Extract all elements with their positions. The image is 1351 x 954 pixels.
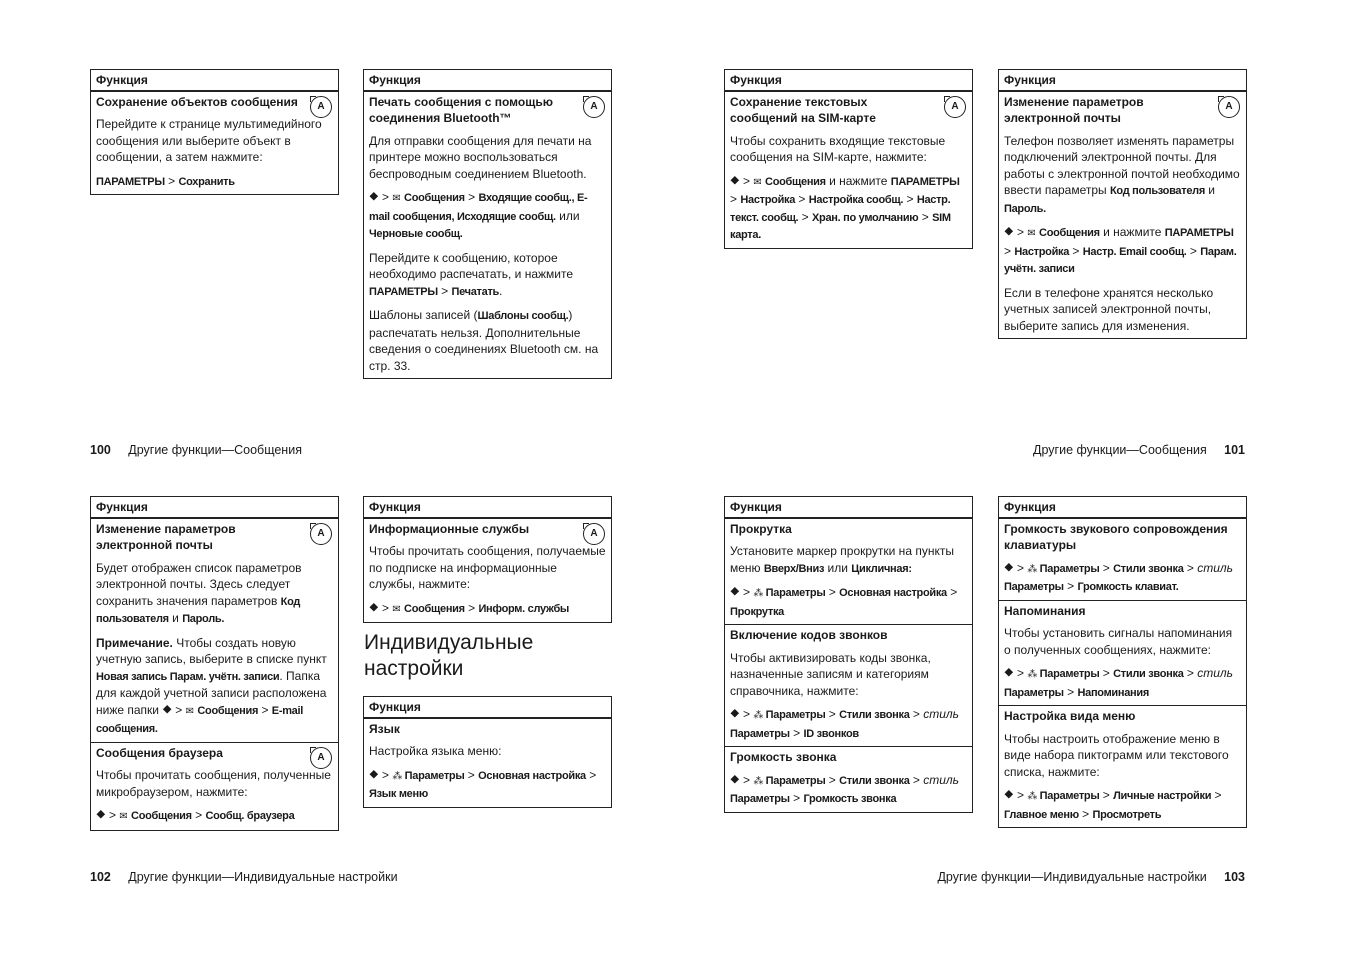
network-dependent-icon: A (310, 96, 332, 118)
envelope-icon: ✉ (392, 193, 401, 204)
table-row (725, 746, 972, 812)
table-row (91, 742, 338, 830)
row-title: Информационные службы (369, 521, 530, 536)
footer-text: Другие функции—Сообщения (1033, 443, 1207, 457)
command-path: ⯁ > ⁂ Параметры > Стили звонка > стиль Параметры > Громкость клавиат. (1004, 560, 1233, 593)
footer-text: Другие функции—Индивидуальные настройки (937, 870, 1207, 884)
command-path: ⯁ > ✉ Сообщения и нажмите ПАРАМЕТРЫ > Настройка > Настройка сообщ. > Настр. текст. сообщ. > Хран. по умолчанию > SIM карта. (730, 173, 960, 241)
table-row (91, 519, 338, 742)
row-title: Изменение параметров электронной почты (96, 521, 236, 552)
table-header: Функция (91, 497, 338, 519)
feature-table (998, 69, 1247, 339)
nav-key-icon: ⯁ (730, 173, 740, 188)
nav-key-icon: ⯁ (1004, 666, 1014, 680)
settings-icon: ⁂ (1027, 669, 1037, 680)
row-text: Чтобы сохранить входящие текстовые сообщения на SIM-карте, нажмите: (730, 133, 946, 164)
feature-table (724, 496, 973, 813)
table-row (999, 92, 1246, 339)
row-title: Сохранение текстовых сообщений на SIM-карте (730, 94, 876, 125)
row-title: Напоминания (1004, 603, 1086, 618)
table-row (999, 600, 1246, 706)
table-row (999, 519, 1246, 600)
row-title: Громкость звонка (730, 750, 837, 764)
table-row (725, 624, 972, 746)
nav-key-icon: ⯁ (730, 707, 740, 721)
row-title: Печать сообщения с помощью соединения Bluetooth™ (369, 94, 553, 125)
row-title: Настройка вида меню (1004, 709, 1136, 723)
row-title: Изменение параметров электронной почты (1004, 94, 1144, 125)
table-row (725, 519, 972, 625)
row-text: Чтобы активизировать коды звонка, назначенные записям и категориям справочника, нажмите: (730, 650, 931, 698)
command-path: ⯁ > ⁂ Параметры > Стили звонка > стиль Параметры > Напоминания (1004, 666, 1233, 699)
footer-text: Другие функции—Сообщения (128, 443, 302, 457)
feature-table (363, 69, 612, 379)
feature-table (998, 496, 1247, 828)
feature-table (724, 69, 973, 249)
settings-icon: ⁂ (392, 770, 402, 782)
row-text: Будет отображен список параметров электронной почты. Здесь следует сохранить значения параметров Код пользователя и Пароль. (96, 560, 302, 625)
feature-table (90, 496, 339, 831)
command-path: ⯁ > ✉ Сообщения > Сообщ. браузера (96, 807, 333, 826)
row-text: Если в телефоне хранятся несколько учетных записей электронной почты, выберите запись для изменения. (1004, 285, 1214, 333)
row-text: Установите маркер прокрутки на пункты меню Вверх/Вниз или Цикличная: (730, 544, 954, 575)
page-number: 100 (90, 443, 111, 457)
row-text: Чтобы установить сигналы напоминания о полученных сообщениях, нажмите: (1004, 626, 1233, 657)
command-path: ⯁ > ✉ Сообщения > Входящие сообщ., E-mail сообщения, Исходящие сообщ. или Черновые сообщ. (369, 190, 588, 240)
feature-table (363, 696, 612, 808)
row-text: Перейдите к странице мультимедийного сообщения или выберите объект в сообщении, а затем нажмите: (96, 117, 322, 164)
page-footer (937, 870, 1245, 884)
section-heading: Индивидуальные настройки (364, 631, 534, 680)
page-footer (90, 443, 302, 457)
command-path: ⯁ > ⁂ Параметры > Личные настройки > Главное меню > Просмотреть (1004, 788, 1222, 821)
accessory-icon: A (583, 96, 605, 118)
table-header: Функция (999, 497, 1246, 519)
feature-table (90, 69, 339, 195)
row-text: Чтобы прочитать сообщения, полученные микробраузером, нажмите: (96, 768, 331, 799)
table-row (91, 92, 338, 195)
row-text: Перейдите к сообщению, которое необходимо распечатать, и нажмите ПАРАМЕТРЫ > Печатать. (369, 250, 574, 298)
network-dependent-icon: A (583, 523, 605, 545)
nav-key-icon: ⯁ (369, 190, 379, 204)
table-header: Функция (725, 497, 972, 519)
table-row (364, 519, 611, 623)
row-note: Примечание. Чтобы создать новую учетную запись, выберите в списке пункт Новая запись Парам. учётн. записи. Папка для каждой учетной записи расположена ниже папки ⯁ > ✉ Сообщения > E-mail сообщения. (96, 635, 327, 735)
table-header: Функция (364, 497, 611, 519)
row-text: Настройка языка меню: (369, 744, 502, 758)
table-row (364, 92, 611, 379)
table-row (725, 92, 972, 248)
feature-table (363, 496, 612, 623)
nav-key-icon: ⯁ (730, 772, 740, 787)
network-dependent-icon: A (310, 523, 332, 545)
nav-key-icon: ⯁ (369, 600, 379, 615)
page-footer (1033, 443, 1245, 457)
row-title: Язык (369, 721, 400, 736)
page-number: 103 (1224, 870, 1245, 884)
row-text: Чтобы настроить отображение меню в виде набора пиктограмм или текстового списка, нажмите: (1004, 731, 1229, 779)
nav-key-icon: ⯁ (369, 767, 379, 782)
network-dependent-icon: A (1218, 96, 1240, 118)
command-path: ⯁ > ✉ Сообщения и нажмите ПАРАМЕТРЫ > Настройка > Настр. Email сообщ. > Парам. учётн. записи (1004, 225, 1237, 275)
nav-key-icon: ⯁ (1004, 560, 1014, 575)
table-header: Функция (725, 70, 972, 92)
table-header: Функция (364, 697, 611, 719)
settings-icon: ⁂ (1027, 791, 1037, 802)
row-title: Прокрутка (730, 521, 792, 536)
page-number: 102 (90, 870, 111, 884)
row-text: Шаблоны записей (Шаблоны сообщ.) распечатать нельзя. Дополнительные сведения о соединениях Bluetooth см. на стр. 33. (369, 308, 599, 373)
row-title: Включение кодов звонков (730, 628, 888, 642)
table-header: Функция (91, 70, 338, 92)
command-path: ⯁ > ⁂ Параметры > Основная настройка > Язык меню (369, 767, 597, 800)
table-row (364, 719, 611, 807)
footer-text: Другие функции—Индивидуальные настройки (128, 870, 398, 884)
envelope-icon: ✉ (185, 705, 195, 717)
settings-icon: ⁂ (753, 588, 763, 599)
row-title: Сообщения браузера (96, 745, 223, 760)
table-row (999, 705, 1246, 827)
nav-key-icon: ⯁ (162, 702, 172, 717)
command-path: ⯁ > ⁂ Параметры > Основная настройка > Прокрутка (730, 585, 958, 618)
nav-key-icon: ⯁ (1004, 788, 1014, 802)
command-path: ПАРАМЕТРЫ > Сохранить (96, 173, 235, 188)
table-header: Функция (364, 70, 611, 92)
network-dependent-icon: A (310, 747, 332, 769)
command-path: ⯁ > ⁂ Параметры > Стили звонка > стиль Параметры > ID звонков (730, 707, 959, 740)
network-dependent-icon: A (944, 96, 966, 118)
table-header: Функция (999, 70, 1246, 92)
row-title: Громкость звукового сопровождения клавиатуры (1004, 521, 1228, 552)
envelope-icon: ✉ (119, 811, 128, 822)
envelope-icon: ✉ (1027, 228, 1036, 239)
settings-icon: ⁂ (1027, 563, 1037, 575)
page-footer (90, 870, 398, 884)
nav-key-icon: ⯁ (96, 808, 106, 822)
row-title: Сохранение объектов сообщения (96, 94, 298, 109)
envelope-icon: ✉ (753, 176, 762, 188)
row-text: Чтобы прочитать сообщения, получаемые по подписке на информационные службы, нажмите: (369, 544, 606, 591)
page-number: 101 (1224, 443, 1245, 457)
settings-icon: ⁂ (753, 710, 763, 721)
command-path: ⯁ > ⁂ Параметры > Стили звонка > стиль Параметры > Громкость звонка (730, 772, 959, 805)
command-path: ⯁ > ✉ Сообщения > Информ. службы (369, 600, 606, 619)
nav-key-icon: ⯁ (1004, 225, 1014, 239)
settings-icon: ⁂ (753, 775, 763, 787)
nav-key-icon: ⯁ (730, 585, 740, 599)
row-text: Телефон позволяет изменять параметры подключений электронной почты. Для работы с электронной почтой необходимо ввести параметры Код пользователя и Пароль. (1004, 133, 1240, 215)
envelope-icon: ✉ (392, 603, 401, 615)
row-text: Для отправки сообщения для печати на принтере можно воспользоваться беспроводным соединением Bluetooth. (369, 133, 592, 181)
